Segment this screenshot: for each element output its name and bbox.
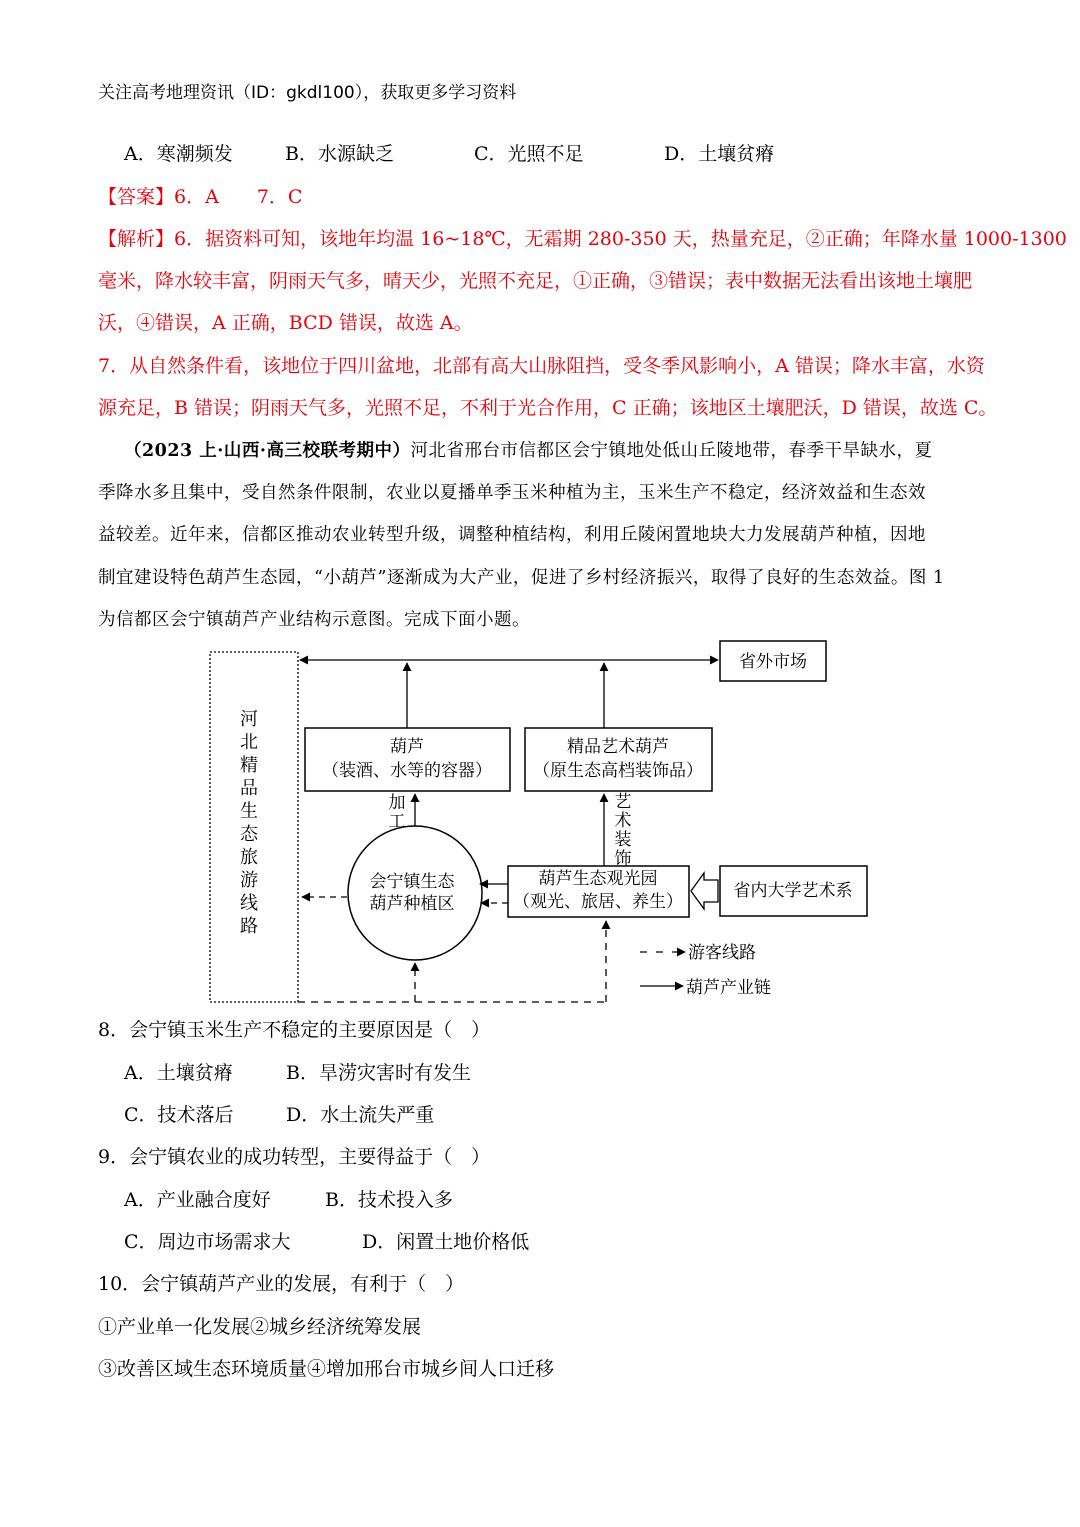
university-to-park-arrow	[691, 873, 718, 909]
gourd-sublabel: （装酒、水等的容器）	[322, 761, 492, 781]
answer-label: 【答案】	[98, 186, 175, 208]
university-label: 省内大学艺术系	[733, 881, 853, 901]
route-char: 精	[240, 755, 258, 776]
market-box	[720, 641, 826, 681]
planting-area-sublabel: 葫芦种植区	[369, 894, 455, 914]
answer-text: 6．A 7．C	[174, 186, 303, 208]
analysis-label: 【解析】	[98, 228, 175, 250]
route-char: 品	[240, 778, 258, 799]
q9-option-b: B．技术投入多	[325, 1189, 453, 1211]
gourd-label: 葫芦	[390, 737, 424, 757]
route-char: 河	[240, 709, 258, 730]
eco-park-label: 葫芦生态观光园	[538, 869, 658, 889]
q10-statements-1: ①产业单一化发展②城乡经济统筹发展	[98, 1316, 422, 1338]
route-char: 旅	[240, 847, 258, 868]
decoration-char: 装	[614, 830, 632, 850]
art-gourd-sublabel: （原生态高档装饰品）	[533, 761, 703, 781]
planting-area-circle	[348, 826, 482, 960]
q7-option-c: C．光照不足	[474, 143, 584, 165]
route-char: 态	[240, 824, 258, 845]
legend-tourist-label: 游客线路	[688, 943, 756, 963]
q8-stem: 8．会宁镇玉米生产不稳定的主要原因是（ ）	[98, 1019, 491, 1041]
market-label: 省外市场	[739, 652, 807, 672]
decoration-char: 术	[614, 811, 632, 831]
passage-text-1: 河北省邢台市信都区会宁镇地处低山丘陵地带，春季干旱缺水，夏	[410, 441, 933, 461]
q10-statements-2: ③改善区域生态环境质量④增加邢台市城乡间人口迁移	[98, 1358, 555, 1380]
legend-industry-label: 葫芦产业链	[686, 978, 771, 998]
analysis-line-5: 源充足，B 错误；阴雨天气多，光照不足，不利于光合作用，C 正确；该地区土壤肥沃，D 错误，故选 C。	[98, 397, 998, 419]
q8-option-a: A．土壤贫瘠	[124, 1062, 233, 1084]
route-char: 北	[240, 732, 258, 753]
route-char: 游	[240, 870, 258, 891]
eco-park-box	[508, 866, 689, 917]
q9-option-d: D．闲置土地价格低	[362, 1231, 530, 1253]
planting-area-label: 会宁镇生态	[369, 872, 455, 892]
q7-option-b: B．水源缺乏	[285, 143, 394, 165]
q8-option-c: C．技术落后	[124, 1104, 234, 1126]
art-gourd-label: 精品艺术葫芦	[567, 737, 669, 757]
decoration-char: 饰	[614, 849, 632, 869]
q8-option-d: D．水土流失严重	[286, 1104, 435, 1126]
header-note: 关注高考地理资讯（ID：gkdl100），获取更多学习资料	[98, 83, 517, 103]
analysis-line-3: 沃，④错误，A 正确，BCD 错误，故选 A。	[98, 312, 473, 334]
analysis-line-4: 7．从自然条件看，该地位于四川盆地，北部有高大山脉阻挡，受冬季风影响小，A 错误；降水丰富，水资	[98, 355, 985, 377]
q8-option-b: B．旱涝灾害时有发生	[286, 1062, 471, 1084]
passage-line-2: 季降水多且集中，受自然条件限制，农业以夏播单季玉米种植为主，玉米生产不稳定，经济效益和生态效	[98, 483, 926, 503]
analysis-text-1: 6．据资料可知，该地年均温 16~18℃，无霜期 280-350 天，热量充足，②正确；年降水量 1000-1300	[174, 228, 1067, 250]
processing-char: 加	[388, 793, 406, 813]
art-gourd-box	[525, 728, 712, 791]
q9-option-c: C．周边市场需求大	[124, 1231, 291, 1253]
passage-source: （2023 上·山西·高三校联考期中）	[124, 441, 411, 461]
passage-line-3: 益较差。近年来，信都区推动农业转型升级，调整种植结构，利用丘陵闲置地块大力发展葫芦种植，因地	[98, 525, 926, 545]
passage-line-4: 制宜建设特色葫芦生态园，“小葫芦”逐渐成为大产业，促进了乡村经济振兴，取得了良好的生态效益。图 1	[98, 568, 945, 588]
q9-stem: 9．会宁镇农业的成功转型，主要得益于（ ）	[98, 1146, 491, 1168]
processing-char: 工	[388, 812, 406, 832]
gourd-box	[305, 728, 510, 791]
passage-line-5: 为信都区会宁镇葫芦产业结构示意图。完成下面小题。	[98, 610, 530, 630]
route-char: 路	[240, 916, 258, 937]
analysis-line-1	[98, 224, 1067, 251]
route-char: 线	[240, 893, 258, 914]
answer-line	[98, 182, 302, 209]
analysis-line-2: 毫米，降水较丰富，阴雨天气多，晴天少，光照不充足，①正确，③错误；表中数据无法看出该地土壤肥	[98, 270, 973, 292]
q7-option-a: A．寒潮频发	[124, 143, 233, 165]
q10-stem: 10．会宁镇葫芦产业的发展，有利于（ ）	[98, 1273, 465, 1295]
tourism-route-box	[210, 652, 298, 1002]
decoration-char: 艺	[614, 792, 632, 812]
eco-park-sublabel: （观光、旅居、养生）	[513, 892, 683, 912]
university-box	[720, 866, 867, 916]
passage-line-1	[124, 437, 932, 462]
route-char: 生	[240, 801, 258, 822]
q7-option-d: D．土壤贫瘠	[664, 143, 775, 165]
q9-option-a: A．产业融合度好	[124, 1189, 271, 1211]
